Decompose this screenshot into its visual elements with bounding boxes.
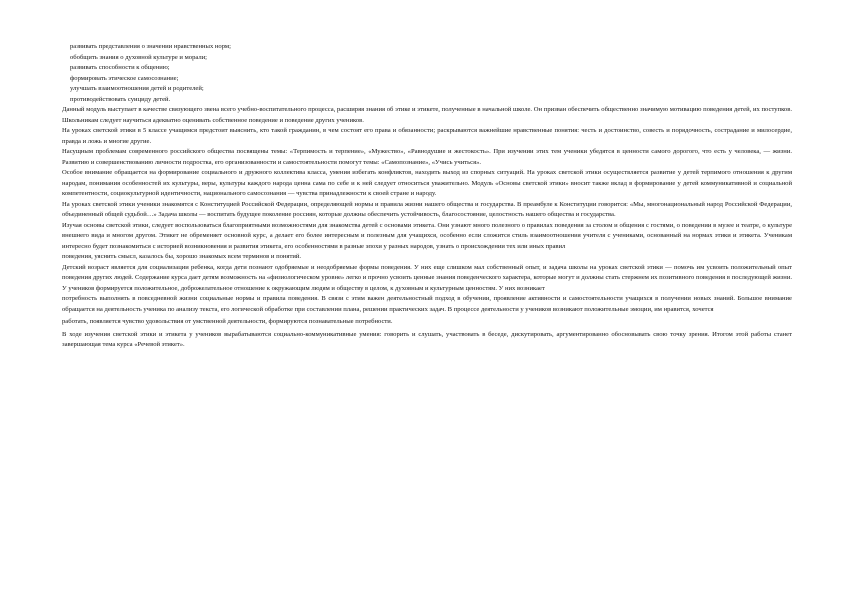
paragraph-etiquette-continued: поведения, уяснить смысл, казалось бы, хорошо знакомых всем терминов и понятий.	[62, 253, 302, 260]
list-item: противодействовать суициду детей.	[70, 95, 171, 103]
paragraph-citizen: На уроках светской этики в 5 классе учащимся предстоит выяснить, кто такой гражданин, в чем состоят его права и обязанности; раскрываются важнейшие нравственные понятия: честь и достоинство, совесть и порядочность, сострадание и милосердие, правда и ложь и многие другие.	[62, 127, 792, 145]
paragraph-activity-continued: работать, появляется чувство удовольствия от умственной деятельности, формируются познавательные потребности.	[62, 318, 393, 325]
paragraph-socialization: Детский возраст является для социализации ребенка, когда дети познают одобряемые и неодобряемые формы поведения. У них еще слишком мал собственный опыт, и задача школы на уроках светской этики — помочь им усвоить положительный опыт поведения других людей. Содержание курса дает детям возможность на «физиологическом уровне» легко и прочно усвоить ценные знания поведенческого характера, которые могут и должны стать стержнем их позитивного поведения в последующей жизни. У учеников формируется положительное, доброжелательное отношение к окружающим людям и обществу в целом, к духовным и культурным ценностям. У них возникает	[62, 263, 792, 292]
paragraph-constitution: На уроках светской этики ученики знакомятся с Конституцией Российской Федерации, определяющей нормы и правила жизни нашего общества и государства. В преамбуле к Конституции говорится: «Мы, многонациональный народ Российской Федерации, объединенный общей судьбой…» Задача школы — воспитать будущее поколение россиян, которые должны обеспечить устойчивость, благосостояние, целостность нашего общества и государства.	[62, 200, 792, 218]
list-item: обобщить знания о духовной культуре и морали;	[70, 53, 208, 61]
document-page	[62, 42, 792, 351]
paragraph-speech-etiquette: В ходе изучения светской этики и этикета у учеников вырабатываются социально-коммуникативные умения: говорить и слушать, участвовать в беседе, дискутировать, аргументированно обосновывать свою точку зрения. Итогом этой работы станет завершающая тема курса «Речевой этикет».	[62, 330, 792, 348]
paragraph-module-role: Данный модуль выступает в качестве связующего звена всего учебно-воспитательного процесса, расширяя знания об этике и этикете, полученные в начальной школе. Он призван обеспечить общественно значимую мотивацию поведения детей, их поступков. Школьникам следует научиться адекватно оценивать собственное поведение и поведение других учеников.	[62, 106, 792, 124]
paragraph-problems: Насущным проблемам современного российского общества посвящены темы: «Терпимость и терпение», «Мужество», «Равнодушие и жестокость». При изучении этих тем ученики убедятся в ценности самого дорогого, что есть у человека, — жизни. Развитию и совершенствованию личности подростка, его организованности и самостоятельности помогут темы: «Самопознание», «Учись учиться».	[62, 148, 792, 166]
list-item: развивать представления о значении нравственных норм;	[70, 43, 231, 50]
list-item: формировать этическое самосознание;	[70, 74, 179, 82]
list-item: улучшать взаимоотношения детей и родителей;	[70, 85, 204, 92]
paragraph-etiquette: Изучая основы светской этики, следует воспользоваться благоприятными возможностями для знакомства детей с основами этикета. Они узнают много полезного о правилах поведения за столом и общения с гостями, о поведении в музее и театре, о культуре внешнего вида и многом другом. Этикет не обременяет основной курс, а делает его более интересным и полезным для учащихся, особенно если сложится стиль взаимоотношения учителя с учениками, основанный на нормах этики и этикета. Ученикам интересно будет познакомиться с историей возникновения и развития этикета, его особенностями в разные эпохи у разных народов, узнать о происхождении тех или иных правил	[62, 221, 792, 250]
paragraph-collective: Особое внимание обращается на формирование социального и дружного коллектива класса, умения избегать конфликтов, находить выход из спорных ситуаций. На уроках светской этики осуществляется развитие у детей терпимого отношения к другим народам, понимания особенностей их культуры, веры, культуры каждого народа ценна сама по себе и к ней следует относиться уважительно. Модуль «Основы светской этики» вносит также вклад в формирование у детей коммуникативной и социальной компетентности, социокультурной идентичности, национального самосознания — чувства принадлежности к своей стране и народу.	[62, 169, 792, 197]
goals-list	[62, 42, 792, 105]
list-item: развивать способности к общению;	[70, 64, 170, 71]
paragraph-activity-approach: потребность выполнять в повседневной жизни социальные нормы и правила поведения. В связи с этим важен деятельностный подход в обучении, проявление активности и самостоятельности учащихся в получении новых знаний. Большое внимание обращается на деятельность ученика по анализу текста, его логической обработке при составлении плана, решении практических задач. В процессе деятельности у учеников возникают положительные эмоции, им нравится, хочется	[62, 295, 792, 313]
